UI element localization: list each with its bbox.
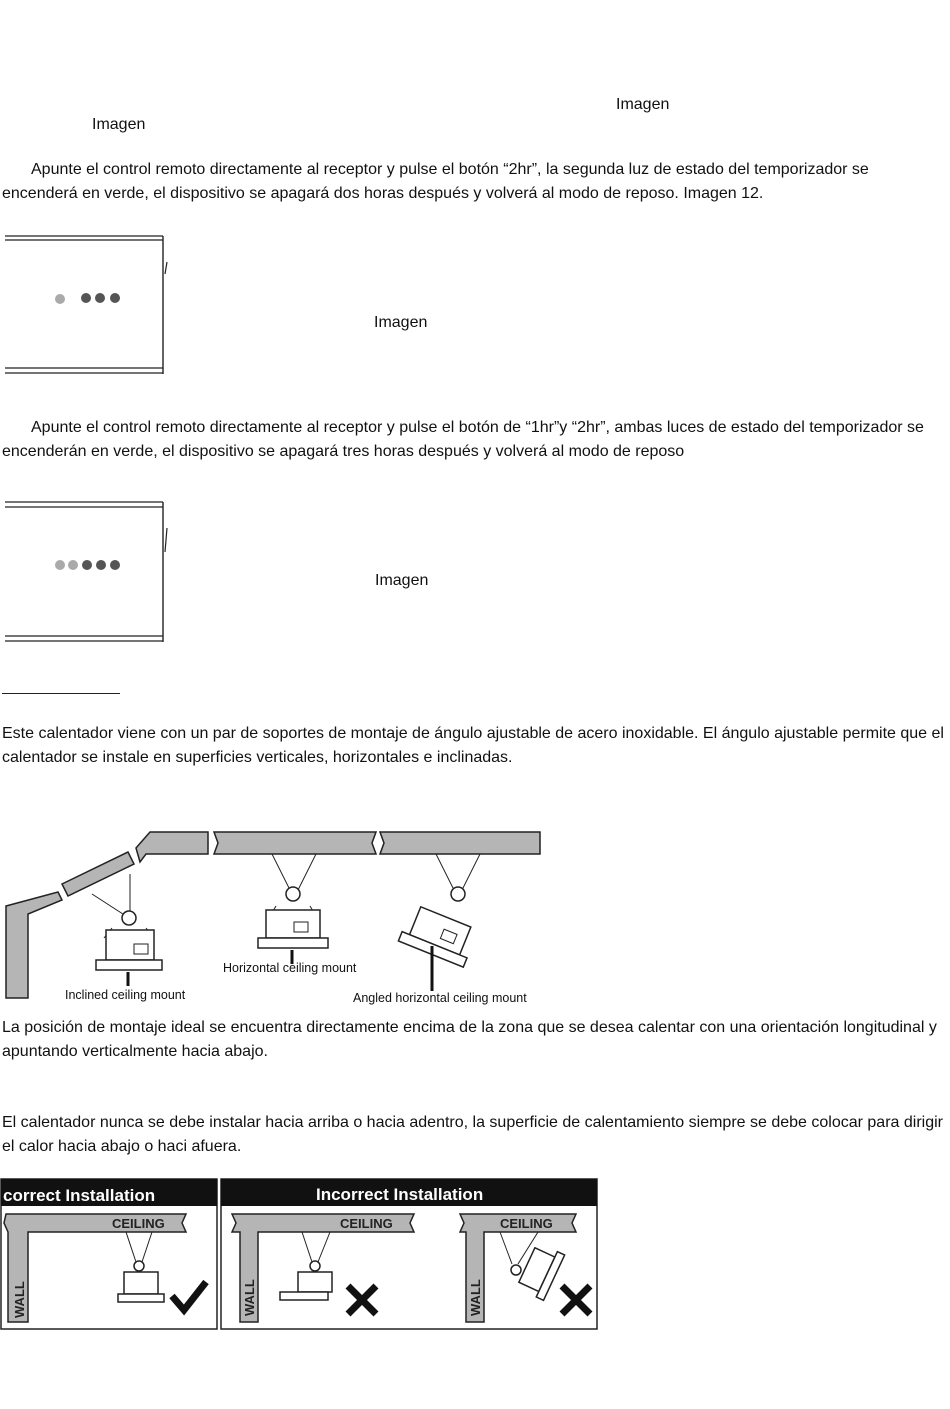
inclined-mount-label: Inclined ceiling mount — [65, 988, 186, 1002]
led-dark — [82, 560, 92, 570]
inclined-top-beam — [136, 832, 208, 862]
led-light-grey — [68, 560, 78, 570]
mounting-options-figure — [0, 826, 545, 1006]
led-dark — [96, 560, 106, 570]
angled-ceiling-beam — [380, 832, 540, 854]
timer-panel-figure-2hr — [5, 234, 175, 378]
inclined-wall-beam — [6, 892, 62, 998]
section-divider — [2, 693, 120, 694]
image-label-fig12: Imagen — [374, 314, 428, 331]
led-dark — [95, 293, 105, 303]
angled-mount-label: Angled horizontal ceiling mount — [353, 991, 527, 1005]
led-dark — [110, 560, 120, 570]
installation-figure — [0, 1178, 600, 1332]
led-light-grey — [55, 294, 65, 304]
inclined-ceiling-beam — [62, 852, 134, 896]
ceiling-label: CEILING — [340, 1216, 393, 1231]
image-label-fig13: Imagen — [375, 572, 429, 589]
incorrect-installation-header: Incorrect Installation — [316, 1185, 484, 1204]
led-light-grey — [55, 560, 65, 570]
wall-label: WALL — [12, 1281, 27, 1318]
image-label-top-left: Imagen — [92, 116, 146, 133]
paragraph-brackets: Este calentador viene con un par de soportes de montaje de ángulo ajustable de acero inoxidable. El ángulo ajustable permite que el calentador se instale en superficies verticales, horizontales e inclinadas. — [2, 725, 944, 766]
horizontal-ceiling-beam — [214, 832, 376, 854]
wall-label: WALL — [468, 1279, 483, 1316]
heater-unit — [298, 1272, 332, 1292]
heater-unit — [266, 910, 320, 938]
paragraph-ideal-position: La posición de montaje ideal se encuentra directamente encima de la zona que se desea calentar con una orientación longitudinal y apuntando verticalmente hacia abajo. — [2, 1019, 937, 1060]
paragraph-never-upward: El calentador nunca se debe instalar hacia arriba o hacia adentro, la superficie de calentamiento siempre se debe colocar para dirigir el calor hacia abajo o haci afuera. — [2, 1114, 943, 1155]
paragraph-1hr-2hr: Apunte el control remoto directamente al receptor y pulse el botón de “1hr”y “2hr”, ambas luces de estado del temporizador se encenderán en verde, el dispositivo se apagará tres horas después y volverá al modo de reposo — [2, 419, 924, 460]
ceiling-label: CEILING — [500, 1216, 553, 1231]
paragraph-2hr: Apunte el control remoto directamente al receptor y pulse el botón “2hr”, la segunda luz de estado del temporizador se encenderá en verde, el dispositivo se apagará dos horas después y volverá al modo de reposo. Imagen 12. — [2, 161, 869, 202]
horizontal-mount-label: Horizontal ceiling mount — [223, 961, 357, 975]
ceiling-label: CEILING — [112, 1216, 165, 1231]
wall-label: WALL — [242, 1279, 257, 1316]
image-label-top-right: Imagen — [616, 96, 670, 113]
correct-installation-header: correct Installation — [3, 1186, 156, 1205]
timer-panel-figure-3hr — [5, 500, 175, 646]
led-dark — [110, 293, 120, 303]
led-dark — [81, 293, 91, 303]
heater-unit — [124, 1272, 158, 1294]
